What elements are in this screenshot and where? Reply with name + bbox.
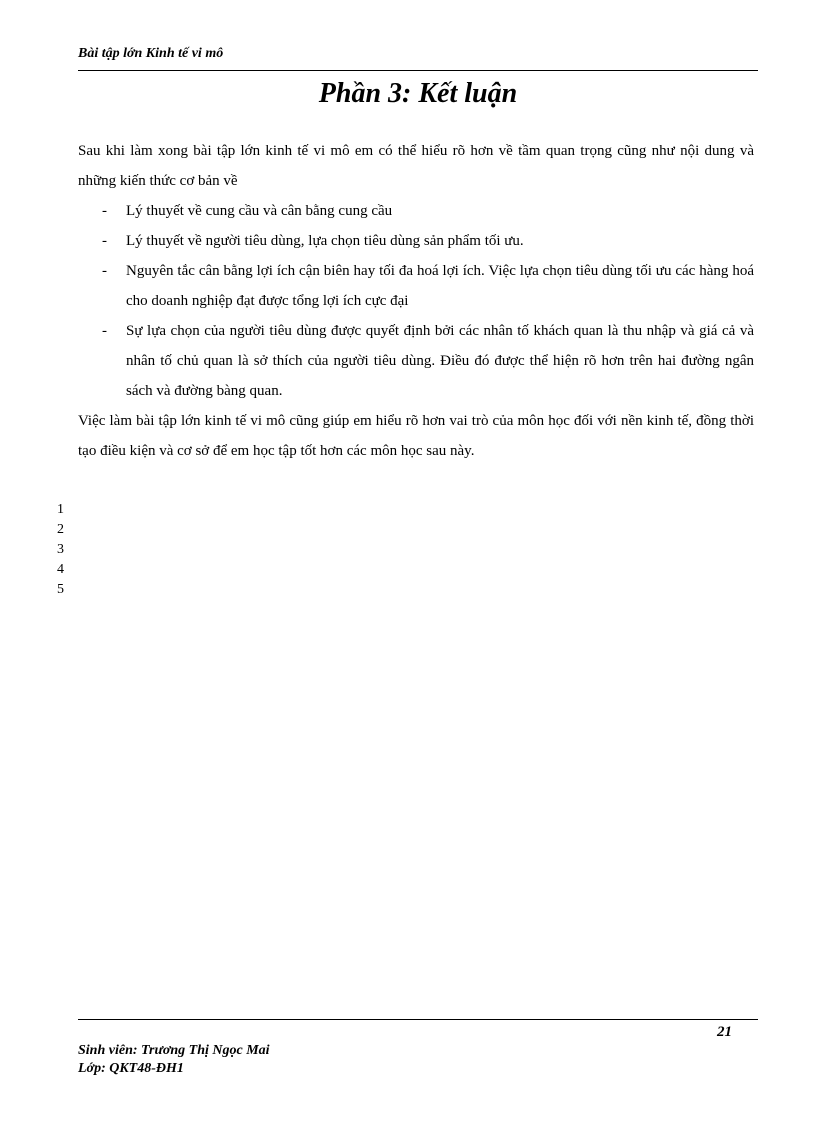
- list-item-text: Nguyên tắc cân bằng lợi ích cận biên hay tối đa hoá lợi ích. Việc lựa chọn tiêu dùng tối ưu các hàng hoá cho doanh nghiệp đạt được tổng lợi ích cực đại: [126, 263, 754, 309]
- bullet-list: [78, 196, 754, 406]
- line-number: 4: [57, 562, 64, 577]
- list-item: [78, 316, 754, 406]
- line-number: 1: [57, 502, 64, 517]
- bullet-marker: -: [102, 233, 107, 249]
- bullet-marker: -: [102, 203, 107, 219]
- list-item-text: Sự lựa chọn của người tiêu dùng được quyết định bởi các nhân tố khách quan là thu nhập và giá cả và nhân tố chủ quan là sở thích của người tiêu dùng. Điều đó được thể hiện rõ hơn trên hai đường ngân sách và đường bàng quan.: [126, 323, 754, 399]
- header-divider: [78, 70, 758, 71]
- body-text: [78, 136, 754, 466]
- section-title: Phần 3: Kết luận: [318, 78, 518, 109]
- list-item-text: Lý thuyết về cung cầu và cân bằng cung cầu: [126, 203, 393, 219]
- bullet-marker: -: [102, 263, 107, 279]
- line-number: 3: [57, 542, 64, 557]
- class-name: Lớp: QKT48-ĐH1: [78, 1061, 184, 1076]
- list-item: [78, 196, 754, 226]
- bullet-marker: -: [102, 323, 107, 339]
- student-name: Sinh viên: Trương Thị Ngọc Mai: [78, 1043, 270, 1058]
- line-numbers: [57, 500, 64, 600]
- list-item-text: Lý thuyết về người tiêu dùng, lựa chọn tiêu dùng sản phẩm tối ưu.: [126, 233, 524, 249]
- page-number: 21: [717, 1024, 732, 1040]
- line-number: 2: [57, 522, 64, 537]
- line-number: 5: [57, 582, 64, 597]
- list-item: [78, 226, 754, 256]
- conclusion-paragraph: Việc làm bài tập lớn kinh tế vi mô cũng giúp em hiểu rõ hơn vai trò của môn học đối với nền kinh tế, đồng thời tạo điều kiện và cơ sở để em học tập tốt hơn các môn học sau này.: [78, 413, 754, 459]
- footer-info: [78, 1042, 270, 1078]
- header-title: Bài tập lớn Kinh tế vi mô: [78, 46, 224, 61]
- intro-paragraph: Sau khi làm xong bài tập lớn kinh tế vi mô em có thể hiểu rõ hơn về tầm quan trọng cũng như nội dung và những kiến thức cơ bản về: [78, 143, 754, 189]
- list-item: [78, 256, 754, 316]
- footer-divider: [78, 1019, 758, 1020]
